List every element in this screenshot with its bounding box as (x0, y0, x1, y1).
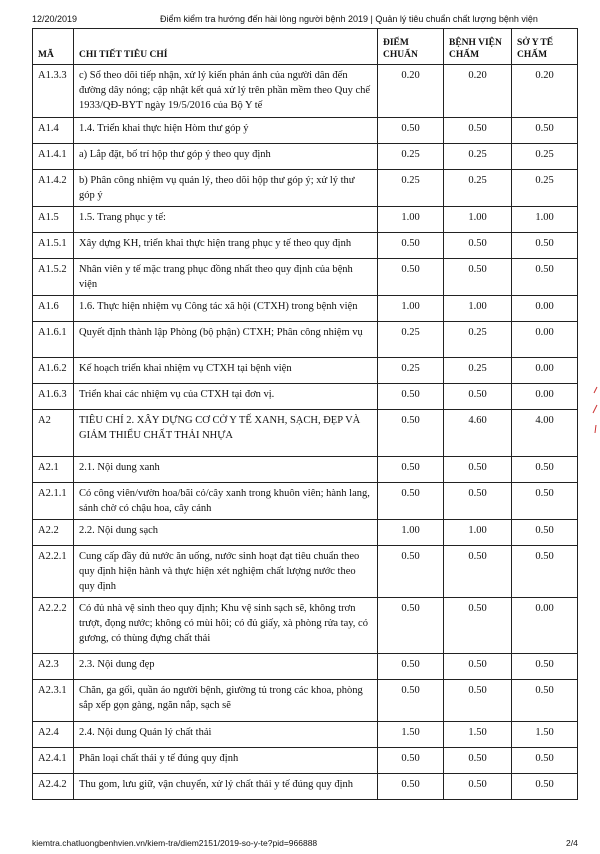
page-footer-number: 2/4 (566, 838, 578, 848)
table-row (33, 384, 578, 410)
row-code: A1.5.2 (33, 259, 74, 296)
row-detail: Chăn, ga gối, quần áo người bệnh, giường tủ trong các khoa, phòng sắp xếp gọn gàng, ngăn nắp, sạch sẽ (74, 680, 378, 722)
row-standard: 0.50 (378, 680, 444, 722)
page-footer-url: kiemtra.chatluongbenhvien.vn/kiem-tra/diem2151/2019-so-y-te?pid=966888 (32, 838, 318, 848)
row-detail: a) Lắp đặt, bố trí hộp thư góp ý theo quy định (74, 144, 378, 170)
row-detail: Xây dựng KH, triển khai thực hiện trang phục y tế theo quy định (74, 233, 378, 259)
row-code: A2.2.2 (33, 598, 74, 654)
row-detail: TIÊU CHÍ 2. XÂY DỰNG CƠ CỞ Y TẾ XANH, SẠCH, ĐẸP VÀ GIẢM THIỂU CHẤT THẢI NHỰA (74, 410, 378, 457)
row-hospital: 0.25 (444, 144, 512, 170)
table-row (33, 410, 578, 457)
row-detail: Phân loại chất thải y tế đúng quy định (74, 748, 378, 774)
table-row (33, 65, 578, 118)
page-header-date: 12/20/2019 (32, 14, 78, 24)
table-row (33, 598, 578, 654)
row-detail: Kế hoạch triển khai nhiệm vụ CTXH tại bệnh viện (74, 358, 378, 384)
table-row (33, 170, 578, 207)
row-department: 1.00 (512, 207, 578, 233)
row-detail: b) Phân công nhiệm vụ quản lý, theo dõi hộp thư góp ý; xử lý thư góp ý (74, 170, 378, 207)
row-department: 0.25 (512, 144, 578, 170)
row-department: 0.20 (512, 65, 578, 118)
table-row (33, 233, 578, 259)
row-department: 0.00 (512, 296, 578, 322)
row-code: A2.3.1 (33, 680, 74, 722)
table-header-row (33, 29, 578, 65)
row-department: 0.50 (512, 680, 578, 722)
row-code: A1.4.1 (33, 144, 74, 170)
row-detail: Có công viên/vườn hoa/bãi cỏ/cây xanh trong khuôn viên; hành lang, sảnh chờ có chậu hoa, cây cảnh (74, 483, 378, 520)
row-hospital: 0.50 (444, 598, 512, 654)
row-department: 0.50 (512, 546, 578, 598)
row-standard: 0.50 (378, 774, 444, 800)
row-detail: 2.4. Nội dung Quản lý chất thải (74, 722, 378, 748)
row-detail: 2.2. Nội dung sạch (74, 520, 378, 546)
row-hospital: 0.25 (444, 322, 512, 358)
row-standard: 0.50 (378, 118, 444, 144)
page-header-title: Điểm kiểm tra hướng đến hài lòng người bệnh 2019 | Quản lý tiêu chuẩn chất lượng bệnh viện (160, 14, 538, 24)
row-department: 0.50 (512, 457, 578, 483)
row-standard: 0.25 (378, 144, 444, 170)
table-row (33, 680, 578, 722)
row-standard: 0.25 (378, 358, 444, 384)
row-detail: Thu gom, lưu giữ, vận chuyển, xử lý chất thải y tế đúng quy định (74, 774, 378, 800)
table-row (33, 259, 578, 296)
row-detail: 2.3. Nội dung đẹp (74, 654, 378, 680)
row-department: 0.50 (512, 259, 578, 296)
row-department: 0.00 (512, 598, 578, 654)
row-code: A1.5 (33, 207, 74, 233)
row-standard: 0.50 (378, 654, 444, 680)
row-hospital: 1.00 (444, 207, 512, 233)
row-hospital: 0.25 (444, 358, 512, 384)
row-code: A2.4.2 (33, 774, 74, 800)
row-department: 0.50 (512, 520, 578, 546)
row-hospital: 0.50 (444, 680, 512, 722)
table-row (33, 546, 578, 598)
margin-mark (592, 385, 598, 435)
table-row (33, 654, 578, 680)
row-detail: Triển khai các nhiệm vụ của CTXH tại đơn vị. (74, 384, 378, 410)
row-department: 0.00 (512, 322, 578, 358)
row-standard: 0.50 (378, 457, 444, 483)
row-standard: 0.20 (378, 65, 444, 118)
row-hospital: 0.50 (444, 384, 512, 410)
row-detail: Quyết định thành lập Phòng (bộ phận) CTXH; Phân công nhiệm vụ (74, 322, 378, 358)
row-hospital: 0.25 (444, 170, 512, 207)
row-code: A1.6.1 (33, 322, 74, 358)
row-hospital: 0.50 (444, 457, 512, 483)
row-code: A2.1.1 (33, 483, 74, 520)
row-code: A1.6.2 (33, 358, 74, 384)
row-department: 0.00 (512, 384, 578, 410)
table-row (33, 118, 578, 144)
row-standard: 0.25 (378, 170, 444, 207)
row-standard: 0.50 (378, 748, 444, 774)
row-code: A1.4.2 (33, 170, 74, 207)
row-department: 0.50 (512, 483, 578, 520)
row-code: A1.6.3 (33, 384, 74, 410)
row-standard: 0.50 (378, 410, 444, 457)
row-department: 0.50 (512, 748, 578, 774)
row-code: A2.4.1 (33, 748, 74, 774)
row-detail: Nhân viên y tế mặc trang phục đồng nhất theo quy định của bệnh viện (74, 259, 378, 296)
row-detail: Cung cấp đầy đủ nước ăn uống, nước sinh hoạt đạt tiêu chuẩn theo quy định hiện hành và thực hiện xét nghiệm chất lượng nước theo quy định (74, 546, 378, 598)
row-code: A2.3 (33, 654, 74, 680)
row-standard: 0.50 (378, 483, 444, 520)
table-row (33, 207, 578, 233)
row-hospital: 0.50 (444, 748, 512, 774)
row-hospital: 0.20 (444, 65, 512, 118)
row-code: A2.4 (33, 722, 74, 748)
row-code: A2 (33, 410, 74, 457)
row-department: 0.50 (512, 118, 578, 144)
row-standard: 1.50 (378, 722, 444, 748)
row-hospital: 4.60 (444, 410, 512, 457)
row-code: A1.4 (33, 118, 74, 144)
table-row (33, 483, 578, 520)
row-department: 0.25 (512, 170, 578, 207)
row-hospital: 0.50 (444, 483, 512, 520)
row-code: A1.6 (33, 296, 74, 322)
header-code: MÃ (33, 29, 74, 65)
row-code: A1.5.1 (33, 233, 74, 259)
row-hospital: 0.50 (444, 259, 512, 296)
table-row (33, 144, 578, 170)
row-standard: 1.00 (378, 207, 444, 233)
header-hospital: BỆNH VIỆN CHẤM (444, 29, 512, 65)
row-detail: Có đủ nhà vệ sinh theo quy định; Khu vệ sinh sạch sẽ, không trơn trượt, đọng nước; không có mùi hôi; có đủ giấy, xà phòng rửa tay, có gương, có thùng đựng chất thải (74, 598, 378, 654)
row-detail: c) Sổ theo dõi tiếp nhận, xử lý kiến phản ánh của người dân đến đường dây nóng; cập nhật kết quả xử lý trên phần mềm theo Quy chế 1933/QĐ-BYT ngày 19/5/2016 của Bộ Y tế (74, 65, 378, 118)
row-standard: 1.00 (378, 520, 444, 546)
criteria-table (32, 28, 578, 800)
table-row (33, 520, 578, 546)
row-hospital: 1.00 (444, 520, 512, 546)
table-row (33, 322, 578, 358)
row-hospital: 0.50 (444, 546, 512, 598)
row-standard: 0.50 (378, 259, 444, 296)
header-standard: ĐIỂM CHUẨN (378, 29, 444, 65)
header-detail: CHI TIẾT TIÊU CHÍ (74, 29, 378, 65)
row-code: A1.3.3 (33, 65, 74, 118)
row-hospital: 0.50 (444, 233, 512, 259)
row-standard: 0.50 (378, 384, 444, 410)
table-row (33, 748, 578, 774)
row-department: 0.50 (512, 654, 578, 680)
row-department: 4.00 (512, 410, 578, 457)
row-standard: 0.50 (378, 546, 444, 598)
table-row (33, 722, 578, 748)
row-department: 1.50 (512, 722, 578, 748)
row-standard: 1.00 (378, 296, 444, 322)
row-code: A2.2.1 (33, 546, 74, 598)
row-code: A2.1 (33, 457, 74, 483)
row-hospital: 0.50 (444, 118, 512, 144)
row-hospital: 1.00 (444, 296, 512, 322)
row-standard: 0.50 (378, 598, 444, 654)
table-row (33, 457, 578, 483)
row-department: 0.00 (512, 358, 578, 384)
row-hospital: 0.50 (444, 774, 512, 800)
row-standard: 0.25 (378, 322, 444, 358)
row-detail: 1.4. Triển khai thực hiện Hòm thư góp ý (74, 118, 378, 144)
row-department: 0.50 (512, 774, 578, 800)
row-department: 0.50 (512, 233, 578, 259)
row-standard: 0.50 (378, 233, 444, 259)
table-row (33, 774, 578, 800)
row-detail: 1.5. Trang phục y tế: (74, 207, 378, 233)
row-detail: 2.1. Nội dung xanh (74, 457, 378, 483)
header-department: SỞ Y TẾ CHẤM (512, 29, 578, 65)
table-row (33, 296, 578, 322)
row-detail: 1.6. Thực hiện nhiệm vụ Công tác xã hội (CTXH) trong bệnh viện (74, 296, 378, 322)
row-code: A2.2 (33, 520, 74, 546)
row-hospital: 0.50 (444, 654, 512, 680)
row-hospital: 1.50 (444, 722, 512, 748)
table-row (33, 358, 578, 384)
